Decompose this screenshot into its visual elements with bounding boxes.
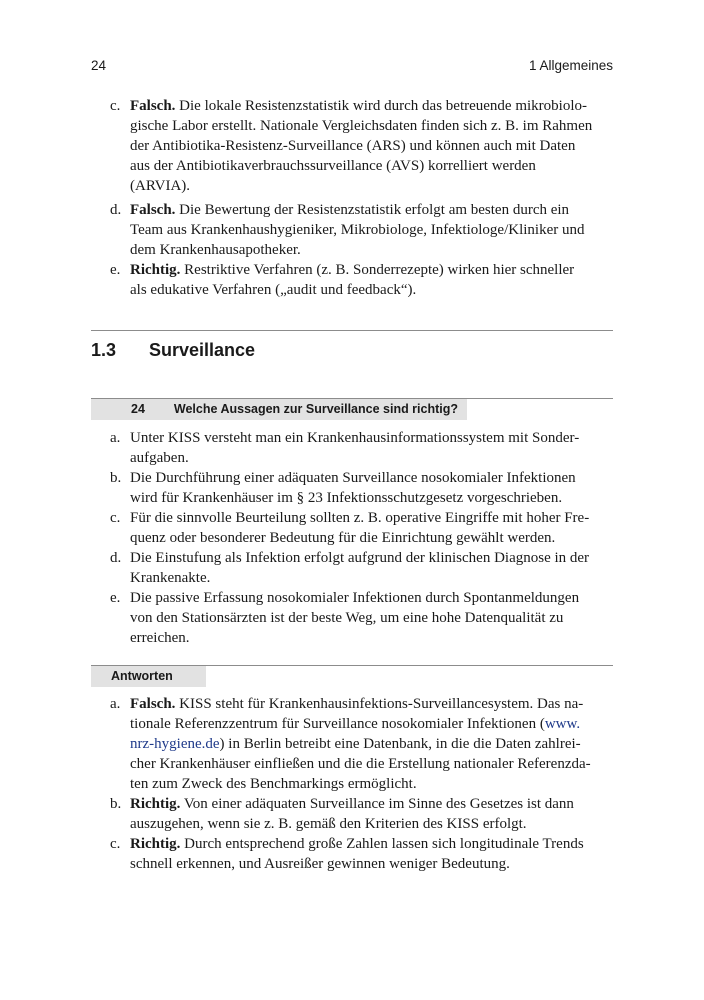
verdict: Richtig. — [130, 796, 181, 812]
verdict: Richtig. — [130, 262, 181, 278]
page-number: 24 — [91, 58, 107, 73]
url-link-part1[interactable]: www. — [544, 716, 581, 732]
text-line: quenz oder besonderer Bedeutung für die Einrichtung gewählt werden. — [130, 530, 556, 546]
question-number: 24 — [131, 402, 145, 416]
question-option-d — [110, 548, 613, 588]
answers-heading — [91, 666, 206, 687]
text-line: Die passive Erfassung nosokomialer Infektionen durch Spontanmeldungen — [130, 590, 580, 606]
option-text — [130, 508, 613, 548]
text-line: tionale Referenzzentrum für Surveillance nosokomialer Infektionen ( — [130, 716, 545, 732]
item-label: c. — [110, 98, 121, 114]
chapter-title: 1 Allgemeines — [528, 58, 613, 73]
answer-label: a. — [110, 696, 121, 712]
verdict: Falsch. — [130, 98, 176, 114]
item-label: e. — [110, 262, 121, 278]
option-text — [130, 468, 613, 508]
answer-b — [110, 794, 613, 834]
text-line: cher Krankenhäuser einfließen und die die Erstellung nationaler Referenzda- — [130, 756, 591, 772]
question-option-e — [110, 588, 613, 648]
text-line: dem Krankenhausapotheker. — [130, 242, 301, 258]
text-line: gische Labor erstellt. Nationale Vergleichsdaten finden sich z. B. im Rahmen — [130, 118, 593, 134]
text-line: ten zum Zweck des Benchmarkings ermöglicht. — [130, 776, 417, 792]
text-line: Krankenakte. — [130, 570, 211, 586]
text-line: Die lokale Resistenzstatistik wird durch das betreuende mikrobiolo- — [175, 98, 587, 114]
running-header — [91, 58, 613, 78]
item-text — [130, 96, 613, 196]
option-label: b. — [110, 470, 122, 486]
text-line: Durch entsprechend große Zahlen lassen sich longitudinale Trends — [180, 836, 584, 852]
option-text — [130, 428, 613, 468]
text-line: Die Durchführung einer adäquaten Surveillance nosokomialer Infektionen — [130, 470, 576, 486]
text-line: aufgaben. — [130, 450, 189, 466]
text-line: Von einer adäquaten Surveillance im Sinne des Gesetzes ist dann — [180, 796, 574, 812]
question-heading — [91, 399, 467, 420]
section-rule — [91, 330, 613, 331]
text-line: aus der Antibiotikaverbrauchssurveillance (AVS) korrelliert werden — [130, 158, 536, 174]
answer-text — [130, 794, 613, 834]
text-line: schnell erkennen, und Ausreißer gewinnen weniger Bedeutung. — [130, 856, 510, 872]
verdict: Falsch. — [130, 202, 176, 218]
answer-text — [130, 834, 613, 874]
text-line: ) in Berlin betreibt eine Datenbank, in die die Daten zahlrei- — [219, 736, 581, 752]
answer-item-c — [110, 96, 613, 196]
text-line: von den Stationsärzten ist der beste Weg, um eine hohe Datenqualität zu — [130, 610, 564, 626]
url-link-part2[interactable]: nrz-hygiene.de — [130, 736, 220, 752]
option-label: d. — [110, 550, 122, 566]
question-option-c — [110, 508, 613, 548]
text-line: Team aus Krankenhaushygieniker, Mikrobiologe, Infektiologe/Kliniker und — [130, 222, 585, 238]
item-text — [130, 200, 613, 260]
answer-a — [110, 694, 613, 794]
text-line: wird für Krankenhäuser im § 23 Infektionsschutzgesetz vorgeschrieben. — [130, 490, 563, 506]
option-label: e. — [110, 590, 121, 606]
answer-item-e — [110, 260, 613, 300]
option-label: c. — [110, 510, 121, 526]
text-line: Die Bewertung der Resistenzstatistik erfolgt am besten durch ein — [175, 202, 570, 218]
option-text — [130, 588, 613, 648]
verdict: Falsch. — [130, 696, 176, 712]
answer-label: b. — [110, 796, 122, 812]
section-title: Surveillance — [149, 340, 256, 360]
answers-title: Antworten — [111, 669, 173, 683]
item-text — [130, 260, 613, 300]
option-label: a. — [110, 430, 121, 446]
answer-label: c. — [110, 836, 121, 852]
text-line: Die Einstufung als Infektion erfolgt aufgrund der klinischen Diagnose in der — [130, 550, 590, 566]
option-text — [130, 548, 613, 588]
text-line: erreichen. — [130, 630, 190, 646]
text-line: der Antibiotika-Resistenz-Surveillance (ARS) und können auch mit Daten — [130, 138, 576, 154]
text-line: Für die sinnvolle Beurteilung sollten z. B. operative Eingriffe mit hoher Fre- — [130, 510, 590, 526]
answer-text — [130, 694, 613, 794]
answer-item-d — [110, 200, 613, 260]
text-line: auszugehen, wenn sie z. B. gemäß den Kriterien des KISS erfolgt. — [130, 816, 527, 832]
text-line: als edukative Verfahren („audit und feedback“). — [130, 282, 417, 298]
question-option-b — [110, 468, 613, 508]
question-option-a — [110, 428, 613, 468]
section-number: 1.3 — [91, 340, 117, 360]
text-line: Restriktive Verfahren (z. B. Sonderrezepte) wirken hier schneller — [180, 262, 575, 278]
item-label: d. — [110, 202, 122, 218]
text-line: KISS steht für Krankenhausinfektions-Surveillancesystem. Das na- — [175, 696, 584, 712]
answer-c — [110, 834, 613, 874]
question-title: Welche Aussagen zur Surveillance sind richtig? — [173, 402, 459, 416]
text-line: (ARVIA). — [130, 178, 191, 194]
text-line: Unter KISS versteht man ein Krankenhausinformationssystem mit Sonder- — [130, 430, 580, 446]
verdict: Richtig. — [130, 836, 181, 852]
